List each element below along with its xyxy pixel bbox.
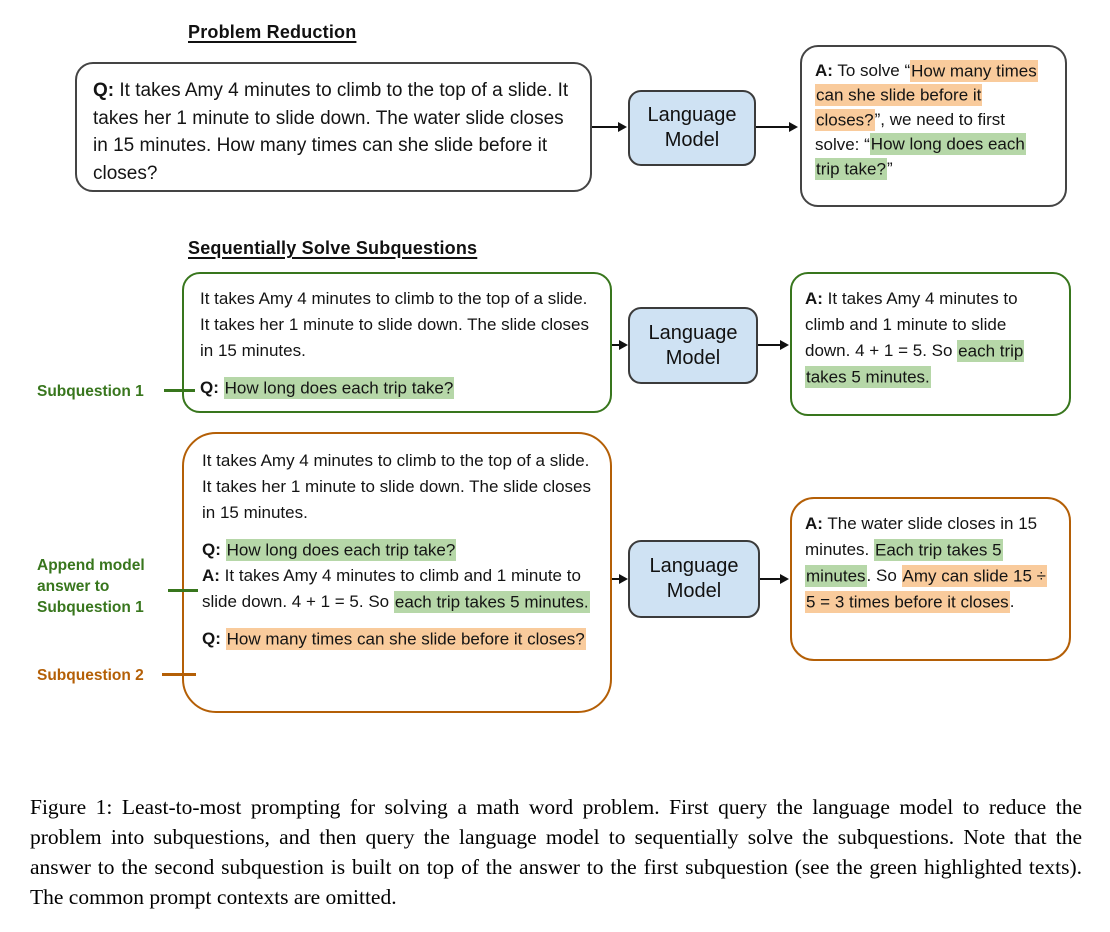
- text-segment: Q:: [202, 540, 221, 559]
- language-model-label-2: Language Model: [648, 321, 738, 369]
- subquestion2-answer-text: [805, 511, 1056, 615]
- text-segment: A:: [815, 61, 833, 80]
- text-segment: A:: [805, 514, 823, 533]
- highlighted-text-segment: Amy can slide 15 ÷ 5 = 3 times before it closes: [806, 566, 1047, 611]
- subquestion1-input-box: [182, 272, 612, 413]
- subquestion1-question-text: [200, 375, 594, 401]
- highlighted-text-segment: How long does each trip take?: [224, 378, 454, 397]
- arrow-lm-to-answer-3: [760, 578, 780, 580]
- language-model-box-1: [628, 90, 756, 166]
- highlighted-text-segment: How many times can she slide before it closes?: [816, 61, 1037, 129]
- text-segment: . So: [866, 566, 902, 585]
- subquestion2-a1-text: [202, 563, 592, 615]
- text-segment: It takes Amy 4 minutes to climb to the top of a slide. It takes her 1 minute to slide down. The water slide closes in 15 minutes. How many times can she slide before it closes?: [93, 80, 569, 184]
- language-model-box-3: [628, 540, 760, 618]
- text-segment: [221, 629, 226, 648]
- highlighted-text-segment: each trip takes 5 minutes.: [394, 592, 589, 611]
- language-model-box-2: [628, 307, 758, 384]
- text-segment: The water slide closes in 15 minutes.: [805, 514, 1038, 559]
- subquestion2-answer-box: [790, 497, 1071, 661]
- subquestion1-answer-box: [790, 272, 1071, 416]
- language-model-label-1: Language Model: [647, 104, 737, 151]
- text-segment: Q:: [200, 378, 219, 397]
- arrow-question-to-lm-1: [592, 126, 618, 128]
- text-segment: ”, we need to first solve: “: [815, 110, 1006, 154]
- text-segment: It takes Amy 4 minutes to climb and 1 minute to slide down. 4 + 1 = 5. So: [805, 289, 1018, 360]
- text-segment: [219, 378, 224, 397]
- subquestion2-context-text: [202, 448, 592, 526]
- side-label-subquestion-2: Subquestion 2: [37, 667, 144, 684]
- figure-caption: Figure 1: Least-to-most prompting for solving a math word problem. First query the language model to reduce the problem into subquestions, and then query the language model to sequentially solve the subquestions. Note that the answer to the second subquestion is built on top of the answer to the first subquestion (see the green highlighted texts). The common prompt contexts are omitted.: [30, 795, 1082, 909]
- text-segment: It takes Amy 4 minutes to climb to the top of a slide. It takes her 1 minute to slide down. The slide closes in 15 minutes.: [202, 451, 591, 522]
- highlighted-text-segment: How many times can she slide before it closes?: [226, 629, 585, 648]
- subquestion2-input-box: [182, 432, 612, 713]
- text-segment: To solve “: [832, 61, 911, 80]
- text-segment: It takes Amy 4 minutes to climb and 1 minute to slide down. 4 + 1 = 5. So: [202, 566, 581, 611]
- text-segment: A:: [202, 566, 220, 585]
- text-segment: Q:: [202, 629, 221, 648]
- arrow-lm-to-answer-2: [758, 344, 780, 346]
- highlighted-text-segment: How long does each trip take?: [816, 134, 1025, 178]
- connector-dash-subquestion-1: [164, 389, 195, 392]
- problem-question-text: [93, 77, 574, 187]
- text-segment: ”: [886, 159, 893, 178]
- heading-sequentially-solve: Sequentially Solve Subquestions: [188, 238, 478, 258]
- arrow-lm-to-answer-1: [756, 126, 789, 128]
- side-label-subquestion-1: Subquestion 1: [37, 383, 144, 400]
- highlighted-text-segment: Each trip takes 5 minutes: [806, 540, 1002, 585]
- subquestion1-context-text: [200, 286, 594, 364]
- subquestion2-q2-text: [202, 626, 592, 652]
- highlighted-text-segment: each trip takes 5 minutes.: [806, 341, 1024, 386]
- text-segment: Q:: [93, 80, 115, 101]
- subquestion1-answer-text: [805, 286, 1056, 390]
- connector-dash-subquestion-2: [162, 673, 196, 676]
- reduction-answer-text: [815, 59, 1052, 182]
- connector-dash-append-answer: [168, 589, 198, 592]
- text-segment: It takes Amy 4 minutes to climb to the top of a slide. It takes her 1 minute to slide down. The slide closes in 15 minutes.: [200, 289, 589, 360]
- heading-problem-reduction: Problem Reduction: [188, 22, 357, 42]
- side-label-append-answer: Append model answer to Subquestion 1: [37, 557, 145, 616]
- arrow-question-to-lm-2: [612, 344, 619, 346]
- text-segment: .: [1009, 592, 1015, 611]
- highlighted-text-segment: How long does each trip take?: [226, 540, 456, 559]
- subquestion2-q1-text: [202, 537, 592, 563]
- arrow-question-to-lm-3: [612, 578, 619, 580]
- reduction-answer-box: [800, 45, 1067, 207]
- text-segment: [221, 540, 226, 559]
- problem-question-box: [75, 62, 592, 192]
- text-segment: A:: [805, 289, 823, 308]
- language-model-label-3: Language Model: [649, 555, 739, 602]
